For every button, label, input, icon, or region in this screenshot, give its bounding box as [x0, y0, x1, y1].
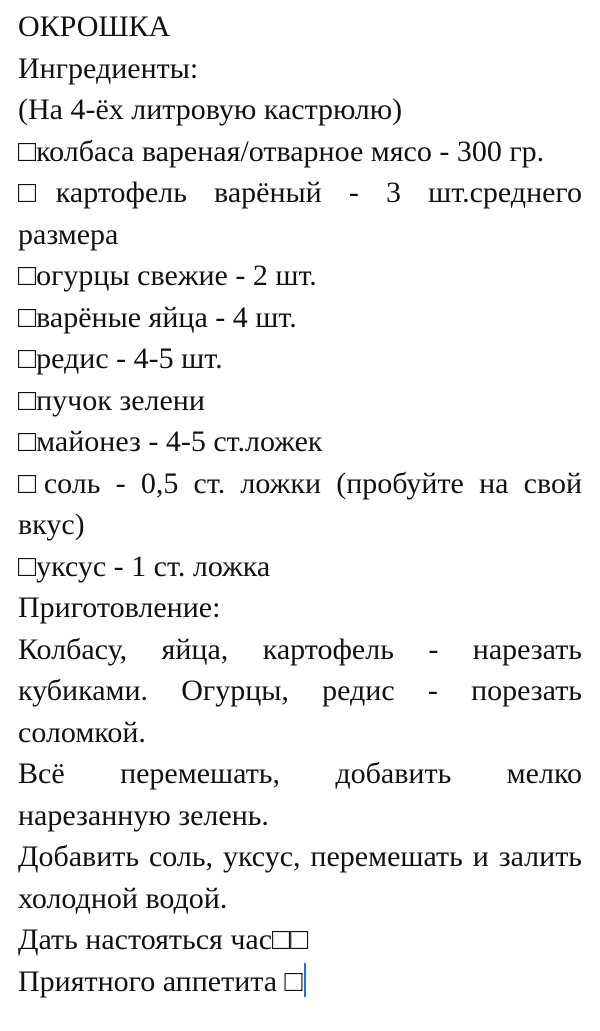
ingredient-item: □соль - 0,5 ст. ложки (пробуйте на свой вкус): [18, 466, 582, 541]
ingredient-item: □варёные яйца - 4 шт.: [18, 300, 297, 334]
closing-text: Приятного аппетита □: [18, 964, 303, 998]
ingredient-item: □майонез - 4-5 ст.ложек: [18, 425, 323, 458]
pot-note: (На 4-ёх литровую кастрюлю): [18, 93, 403, 126]
ingredient-item: □уксус - 1 ст. ложка: [18, 549, 271, 583]
ingredients-heading: Ингредиенты:: [18, 51, 199, 85]
ingredient-item: □пучок зелени: [18, 383, 205, 417]
recipe-title: ОКРОШКА: [18, 10, 171, 43]
preparation-step: Добавить соль, уксус, перемешать и залить холодной водой.: [18, 840, 582, 915]
ingredient-item: □колбаса вареная/отварное мясо - 300 гр.: [18, 134, 545, 168]
ingredient-item: □огурцы свежие - 2 шт.: [18, 259, 317, 292]
ingredient-list: [18, 131, 582, 588]
closing-line: [18, 961, 582, 1003]
recipe-document[interactable]: [18, 6, 582, 1002]
ingredient-item: □редис - 4-5 шт.: [18, 342, 223, 375]
ingredient-item: □картофель варёный - 3 шт.среднего размера: [18, 176, 582, 251]
text-cursor: [304, 963, 306, 997]
preparation-step: Всё перемешать, добавить мелко нарезанную зелень.: [18, 757, 582, 832]
preparation-heading: Приготовление:: [18, 591, 221, 624]
preparation-steps: [18, 629, 582, 961]
preparation-step: Дать настояться час□□: [18, 923, 309, 956]
preparation-step: Колбасу, яйца, картофель - нарезать кубиками. Огурцы, редис - порезать соломкой.: [18, 632, 582, 749]
